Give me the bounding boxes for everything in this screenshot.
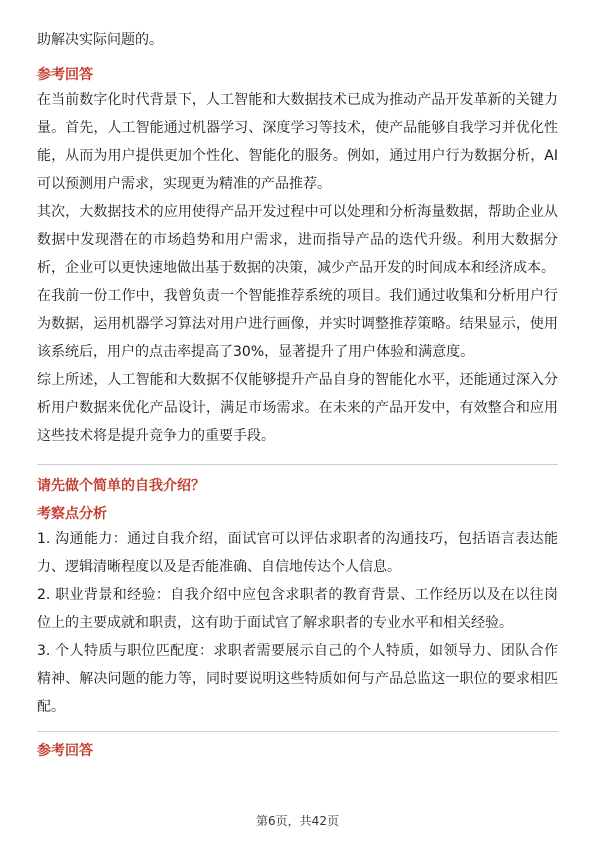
question-title: 请先做个简单的自我介绍？ xyxy=(37,478,205,494)
answer-paragraph-1: 在当前数字化时代背景下，人工智能和大数据技术已成为推动产品开发革新的关键力量。首先，人工智能通过机器学习、深度学习等技术，使产品能够自我学习并优化性能，从而为用户提供更加个性化、智能化的服务。例如，通过用户行为数据分析，AI可以预测用户需求，实现更为精准的产品推荐。 xyxy=(37,92,558,192)
section-divider-2 xyxy=(37,731,558,732)
analysis-point-1: 1. 沟通能力：通过自我介绍，面试官可以评估求职者的沟通技巧，包括语言表达能力、逻辑清晰程度以及是否能准确、自信地传达个人信息。 xyxy=(37,531,558,575)
analysis-heading: 考察点分析 xyxy=(37,506,107,522)
analysis-point-3: 3. 个人特质与职位匹配度：求职者需要展示自己的个人特质，如领导力、团队合作精神、解决问题的能力等，同时要说明这些特质如何与产品总监这一职位的要求相匹配。 xyxy=(37,643,558,715)
answer-heading-2: 参考回答 xyxy=(37,743,93,759)
answer-paragraph-4: 综上所述，人工智能和大数据不仅能够提升产品自身的智能化水平，还能通过深入分析用户数据来优化产品设计，满足市场需求。在未来的产品开发中，有效整合和应用这些技术将是提升竞争力的重要手段。 xyxy=(37,372,558,444)
section-divider xyxy=(37,464,558,465)
answer-paragraph-3: 在我前一份工作中，我曾负责一个智能推荐系统的项目。我们通过收集和分析用户行为数据，运用机器学习算法对用户进行画像，并实时调整推荐策略。结果显示，使用该系统后，用户的点击率提高了30%，显著提升了用户体验和满意度。 xyxy=(37,288,558,360)
page-content xyxy=(37,26,558,762)
answer-paragraph-2: 其次，大数据技术的应用使得产品开发过程中可以处理和分析海量数据，帮助企业从数据中发现潜在的市场趋势和用户需求，进而指导产品的迭代升级。利用大数据分析，企业可以更快速地做出基于数据的决策，减少产品开发的时间成本和经济成本。 xyxy=(37,204,558,276)
page-number: 第6页，共42页 xyxy=(256,814,339,828)
answer-heading: 参考回答 xyxy=(37,67,93,83)
continued-paragraph: 助解决实际问题的。 xyxy=(37,32,163,48)
analysis-point-2: 2. 职业背景和经验：自我介绍中应包含求职者的教育背景、工作经历以及在以往岗位上的主要成就和职责，这有助于面试官了解求职者的专业水平和相关经验。 xyxy=(37,587,558,631)
